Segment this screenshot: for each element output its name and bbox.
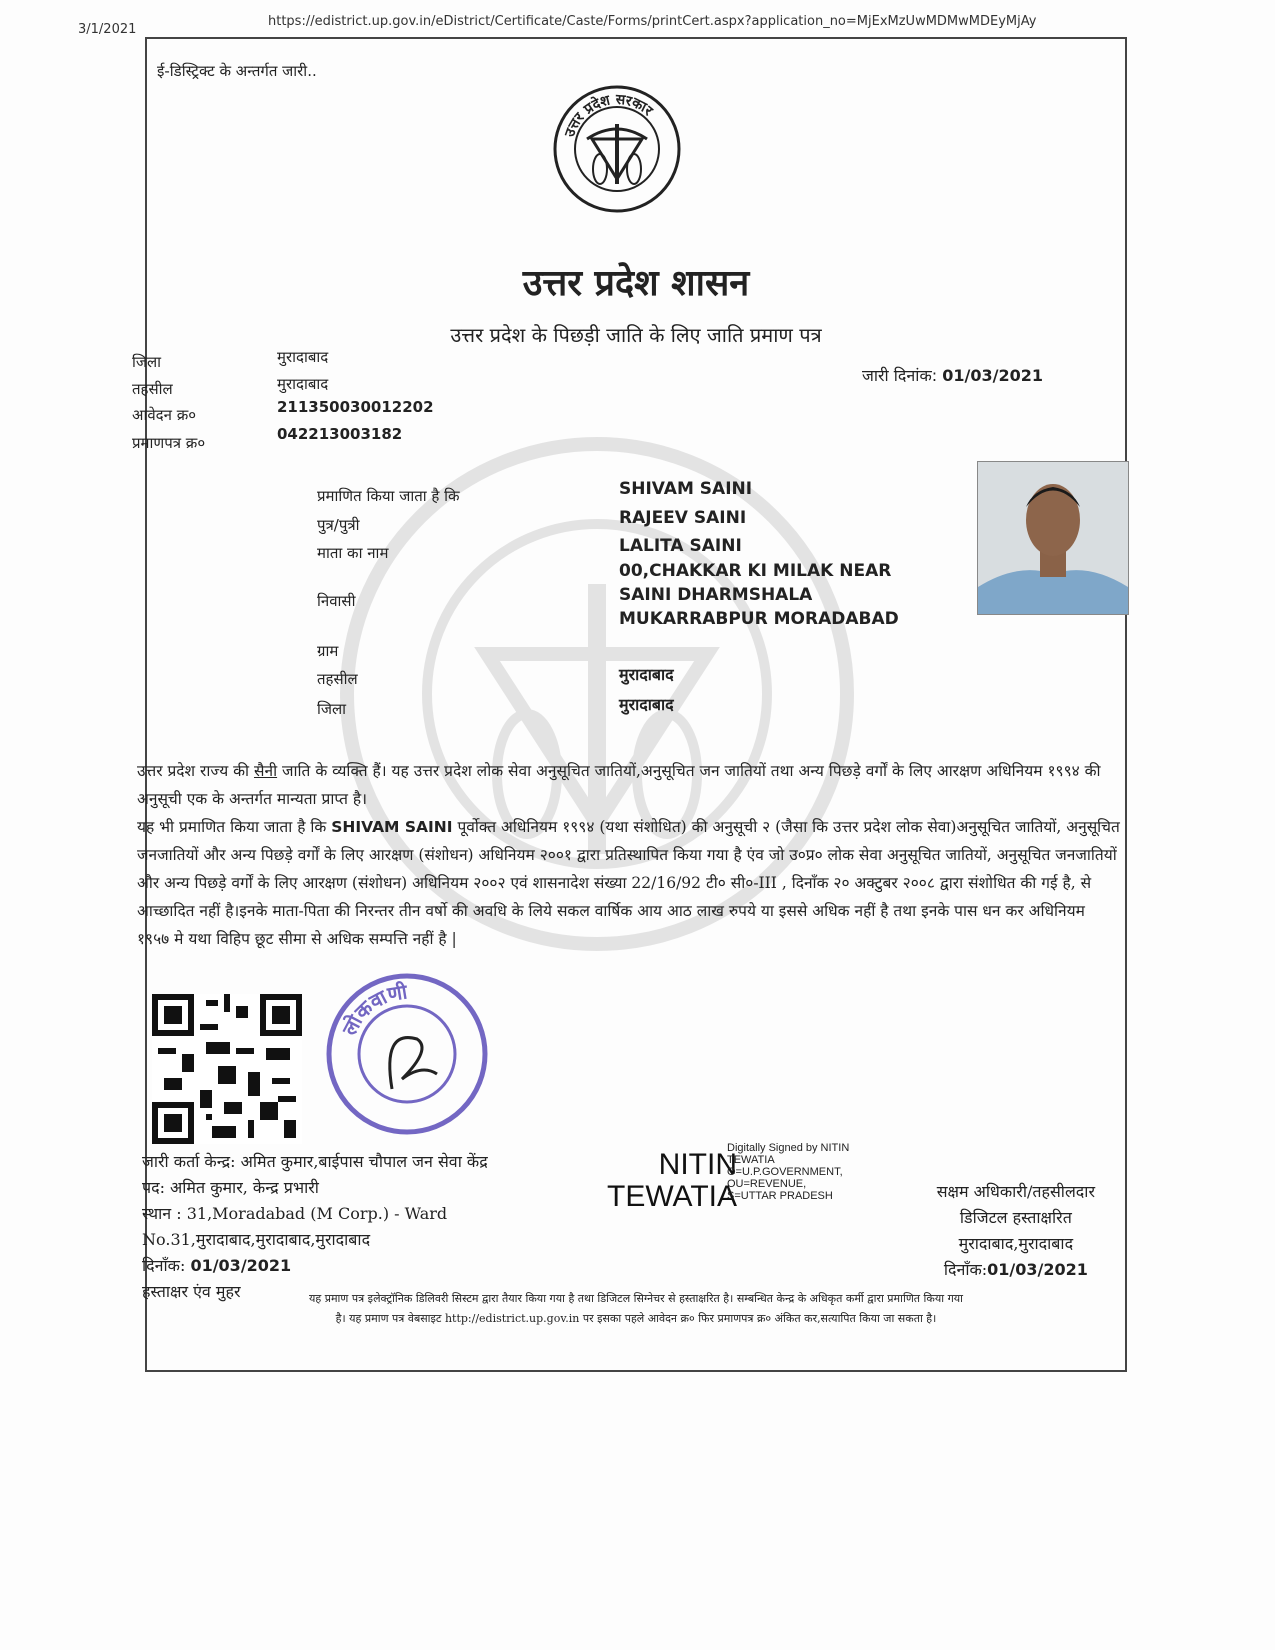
issuer-date: दिनाँक: 01/03/2021: [142, 1256, 292, 1275]
paragraph-certification: यह भी प्रमाणित किया जाता है कि SHIVAM SAINI पूर्वोक्त अधिनियम १९९४ (यथा संशोधित) की अनुसूची २ (जैसा कि उत्तर प्रदेश लोक सेवा)अनुसूचित जातियों, अनुसूचित जनजातियों और अन्य पिछड़े वर्गों के लिए आरक्षण (संशोधन) अधिनियम २००१ द्वारा प्रतिस्थापित किया गया है एंव जो उ०प्र० लोक सेवा अनुसूचित जातियों, अनुसूचित जनजातियों और अन्य पिछड़े वर्गों के लिए आरक्षण (संशोधन) अधिनियम २००२ एवं शासनादेश संख्या 22/16/92 टी० सी०-III , दिनाँक २० अक्टुबर २००८ द्वारा संशोधित की गई है, से आच्छादित नहीं है।इनके माता-पिता की निरन्तर तीन वर्षो की अवधि के लिये सकल वार्षिक आय आठ लाख रुपये या इससे अधिक नहीं है तथा इनके पास धन कर अधिनियम १९५७ मे यथा विहिप छूट सीमा से अधिक सम्पत्ति नहीं है |: [137, 818, 1120, 948]
applicant-photo: [977, 461, 1129, 615]
certified-label: प्रमाणित किया जाता है कि: [317, 487, 460, 505]
certificate: [132, 37, 1127, 1372]
meta-value-district: मुरादाबाद: [277, 348, 329, 366]
address-line-2: SAINI DHARMSHALA: [619, 585, 813, 605]
meta-label-district: जिला: [132, 353, 162, 371]
mother-name: LALITA SAINI: [619, 536, 742, 556]
qr-code: [152, 994, 302, 1144]
meta-label-application-no: आवेदन क्र०: [132, 406, 197, 424]
svg-text:लोकवाणी: [337, 979, 410, 1040]
certificate-title: उत्तर प्रदेश शासन: [522, 262, 750, 304]
certificate-body: [137, 757, 1122, 953]
address-line-1: 00,CHAKKAR KI MILAK NEAR: [619, 561, 892, 581]
issuing-center: जारी कर्ता केन्द्र: अमित कुमार,बाईपास चौपाल जन सेवा केंद्र: [142, 1152, 488, 1171]
mother-label: माता का नाम: [317, 544, 389, 562]
authority-title: सक्षम अधिकारी/तहसीलदार: [936, 1182, 1095, 1201]
meta-value-tehsil: मुरादाबाद: [277, 375, 329, 393]
signer-name: NITIN TEWATIA: [607, 1148, 737, 1213]
applicant-name: SHIVAM SAINI: [619, 479, 753, 499]
footnote: यह प्रमाण पत्र इलेक्ट्रॉनिक डिलिवरी सिस्टम द्वारा तैयार किया गया है तथा डिजिटल सिग्नेचर से हस्ताक्षरित है। सम्बन्धित केन्द्र के अधिकृत कर्मी द्वारा प्रमाणित किया गया है। यह प्रमाण पत्र वेबसाइट http://edistrict.up.gov.in पर इसका पहले आवेदन क्र० फिर प्रमाणपत्र क्र० अंकित कर,सत्यापित किया जा सकता है।: [309, 1292, 963, 1325]
issuer-post: पद: अमित कुमार, केन्द्र प्रभारी: [142, 1178, 319, 1197]
up-emblem-icon: [552, 84, 682, 214]
tehsil-label: तहसील: [317, 670, 358, 688]
digital-signature-details: Digitally Signed by NITIN TEWATIA O=U.P.GOVERNMENT, OU=REVENUE, S=UTTAR PRADESH: [727, 1142, 850, 1202]
meta-value-certificate-no: 042213003182: [277, 425, 403, 443]
authority-date: दिनाँक:01/03/2021: [943, 1260, 1088, 1279]
meta-label-certificate-no: प्रमाणपत्र क्र०: [132, 434, 206, 452]
issue-date: जारी दिनांक: 01/03/2021: [862, 366, 1043, 385]
resident-label: निवासी: [317, 592, 356, 610]
son-of-label: पुत्र/पुत्री: [317, 516, 360, 534]
tehsil-value: मुरादाबाद: [619, 665, 674, 684]
sign-and-seal-label: हस्ताक्षर एंव मुहर: [142, 1282, 241, 1301]
authority-place: मुरादाबाद,मुरादाबाद: [958, 1234, 1074, 1253]
digitally-signed-label: डिजिटल हस्ताक्षरित: [959, 1208, 1072, 1227]
issuer-place-2: No.31,मुरादाबाद,मुरादाबाद,मुरादाबाद: [142, 1230, 371, 1249]
emblem-text: उत्तर प्रदेश सरकार: [561, 91, 656, 140]
center-stamp: [322, 969, 492, 1139]
print-date: 3/1/2021: [78, 22, 137, 37]
issuer-place-1: स्थान : 31,Moradabad (M Corp.) - Ward: [142, 1204, 448, 1223]
village-label: ग्राम: [317, 642, 339, 660]
district-value: मुरादाबाद: [619, 695, 674, 714]
issuing-center-info: [142, 1149, 488, 1305]
meta-label-tehsil: तहसील: [132, 380, 173, 398]
meta-value-application-no: 211350030012202: [277, 398, 434, 416]
svg-text:उत्तर प्रदेश सरकार: [562, 92, 657, 140]
address-line-3: MUKARRABPUR MORADABAD: [619, 609, 899, 629]
stamp-text: लोकवाणी: [337, 979, 409, 1040]
authority-info: [937, 1179, 1095, 1283]
issued-under-text: ई-डिस्ट्रिक्ट के अन्तर्गत जारी..: [157, 62, 317, 80]
paragraph-caste: उत्तर प्रदेश राज्य की सैनी जाति के व्यक्ति हैं। यह उत्तर प्रदेश लोक सेवा अनुसूचित जातियों,अनुसूचित जन जातियों तथा अन्य पिछड़े वर्गों के लिए आरक्षण अधिनियम १९९४ की अनुसूची एक के अन्तर्गत मान्यता प्राप्त है।: [137, 762, 1101, 808]
district-label: जिला: [317, 700, 347, 718]
father-name: RAJEEV SAINI: [619, 508, 747, 528]
certificate-subtitle: उत्तर प्रदेश के पिछड़ी जाति के लिए जाति प्रमाण पत्र: [450, 323, 822, 347]
print-url: https://edistrict.up.gov.in/eDistrict/Certificate/Caste/Forms/printCert.aspx?application_no=MjExMzUwMDMwMDEyMjAy: [268, 14, 1037, 29]
